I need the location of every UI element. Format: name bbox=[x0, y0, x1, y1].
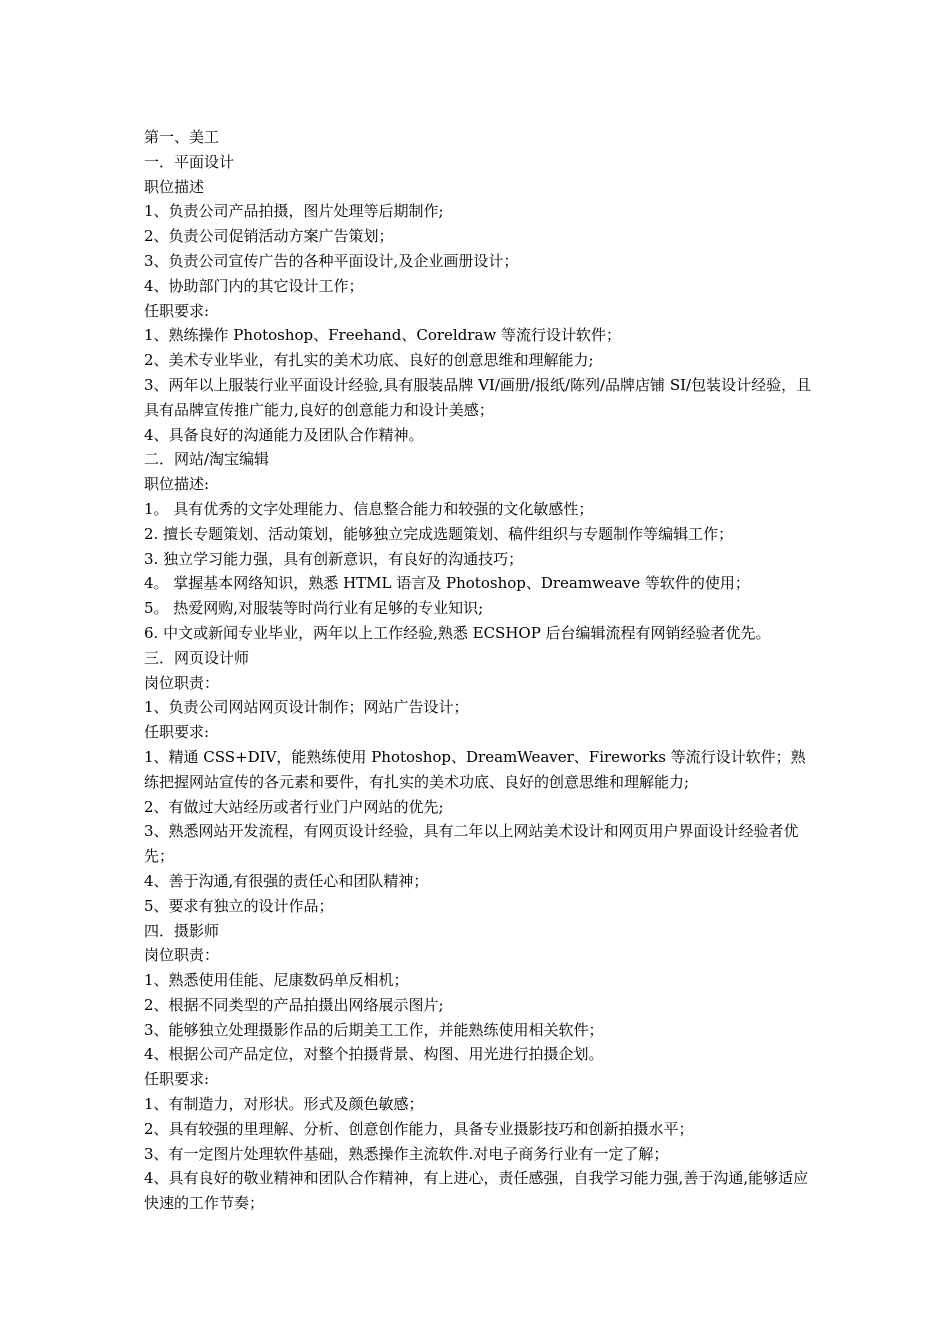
list-item: 3. 独立学习能力强，具有创新意识，有良好的沟通技巧； bbox=[144, 549, 524, 568]
list-item: 3、能够独立处理摄影作品的后期美工工作，并能熟练使用相关软件； bbox=[144, 1020, 604, 1039]
field-label: 岗位职责： bbox=[144, 946, 220, 965]
list-item: 1、负责公司网站网页设计制作；网站广告设计； bbox=[144, 698, 469, 717]
list-item: 3、有一定图片处理软件基础，熟悉操作主流软件.对电子商务行业有一定了解； bbox=[144, 1144, 669, 1163]
list-item: 5。 热爱网购,对服装等时尚行业有足够的专业知识; bbox=[144, 599, 484, 618]
list-item: 4、善于沟通,有很强的责任心和团队精神； bbox=[144, 871, 429, 890]
subsection-heading: 一．平面设计 bbox=[144, 152, 235, 171]
list-item: 1、熟练操作 Photoshop、Freehand、Coreldraw 等流行设计软件； bbox=[144, 326, 622, 345]
list-item: 2. 擅长专题策划、活动策划，能够独立完成选题策划、稿件组织与专题制作等编辑工作； bbox=[144, 524, 734, 543]
list-item: 2、美术专业毕业，有扎实的美术功底、良好的创意思维和理解能力; bbox=[144, 351, 594, 370]
list-item: 4、具备良好的沟通能力及团队合作精神。 bbox=[144, 425, 424, 444]
list-item: 4、具有良好的敬业精神和团队合作精神，有上进心，责任感强，自我学习能力强,善于沟通,能够适应快速的工作节奏； bbox=[144, 1169, 809, 1213]
list-item: 1。 具有优秀的文字处理能力、信息整合能力和较强的文化敏感性； bbox=[144, 499, 594, 518]
list-item: 1、负责公司产品拍摄，图片处理等后期制作; bbox=[144, 202, 444, 221]
list-item: 2、负责公司促销活动方案广告策划； bbox=[144, 227, 394, 246]
list-item: 2、具有较强的里理解、分析、创意创作能力，具备专业摄影技巧和创新拍摄水平； bbox=[144, 1119, 694, 1138]
list-item: 1、有制造力，对形状。形式及颜色敏感； bbox=[144, 1095, 424, 1114]
subsection-heading: 四．摄影师 bbox=[144, 921, 220, 940]
subsection-heading: 二．网站/淘宝编辑 bbox=[144, 450, 270, 469]
document-body bbox=[144, 125, 819, 1216]
list-item: 4、根据公司产品定位，对整个拍摄背景、构图、用光进行拍摄企划。 bbox=[144, 1045, 604, 1064]
list-item: 1、精通 CSS+DIV，能熟练使用 Photoshop、DreamWeaver、Fireworks 等流行设计软件；熟练把握网站宣传的各元素和要件，有扎实的美术功底、良好的创意思维和理解能力; bbox=[144, 747, 806, 791]
field-label: 职位描述 bbox=[144, 177, 205, 196]
field-label: 任职要求: bbox=[144, 1070, 210, 1089]
list-item: 4。 掌握基本网络知识，熟悉 HTML 语言及 Photoshop、Dreamweave 等软件的使用； bbox=[144, 574, 750, 593]
subsection-heading: 三．网页设计师 bbox=[144, 648, 250, 667]
list-item: 3、负责公司宣传广告的各种平面设计,及企业画册设计； bbox=[144, 251, 519, 270]
list-item: 6. 中文或新闻专业毕业，两年以上工作经验,熟悉 ECSHOP 后台编辑流程有网销经验者优先。 bbox=[144, 623, 771, 642]
field-label: 岗位职责： bbox=[144, 673, 220, 692]
field-label: 任职要求: bbox=[144, 301, 210, 320]
list-item: 2、有做过大站经历或者行业门户网站的优先; bbox=[144, 797, 444, 816]
list-item: 3、熟悉网站开发流程，有网页设计经验，具有二年以上网站美术设计和网页用户界面设计经验者优先； bbox=[144, 822, 799, 866]
list-item: 4、协助部门内的其它设计工作； bbox=[144, 276, 364, 295]
section-heading: 第一、美工 bbox=[144, 128, 220, 146]
field-label: 职位描述: bbox=[144, 475, 210, 494]
list-item: 3、两年以上服装行业平面设计经验,具有服装品牌 VI/画册/报纸/陈列/品牌店铺 SI/包装设计经验，且具有品牌宣传推广能力,良好的创意能力和设计美感； bbox=[144, 375, 812, 419]
list-item: 2、根据不同类型的产品拍摄出网络展示图片; bbox=[144, 995, 444, 1014]
field-label: 任职要求: bbox=[144, 723, 210, 742]
list-item: 1、熟悉使用佳能、尼康数码单反相机； bbox=[144, 971, 409, 990]
list-item: 5、要求有独立的设计作品； bbox=[144, 896, 334, 915]
